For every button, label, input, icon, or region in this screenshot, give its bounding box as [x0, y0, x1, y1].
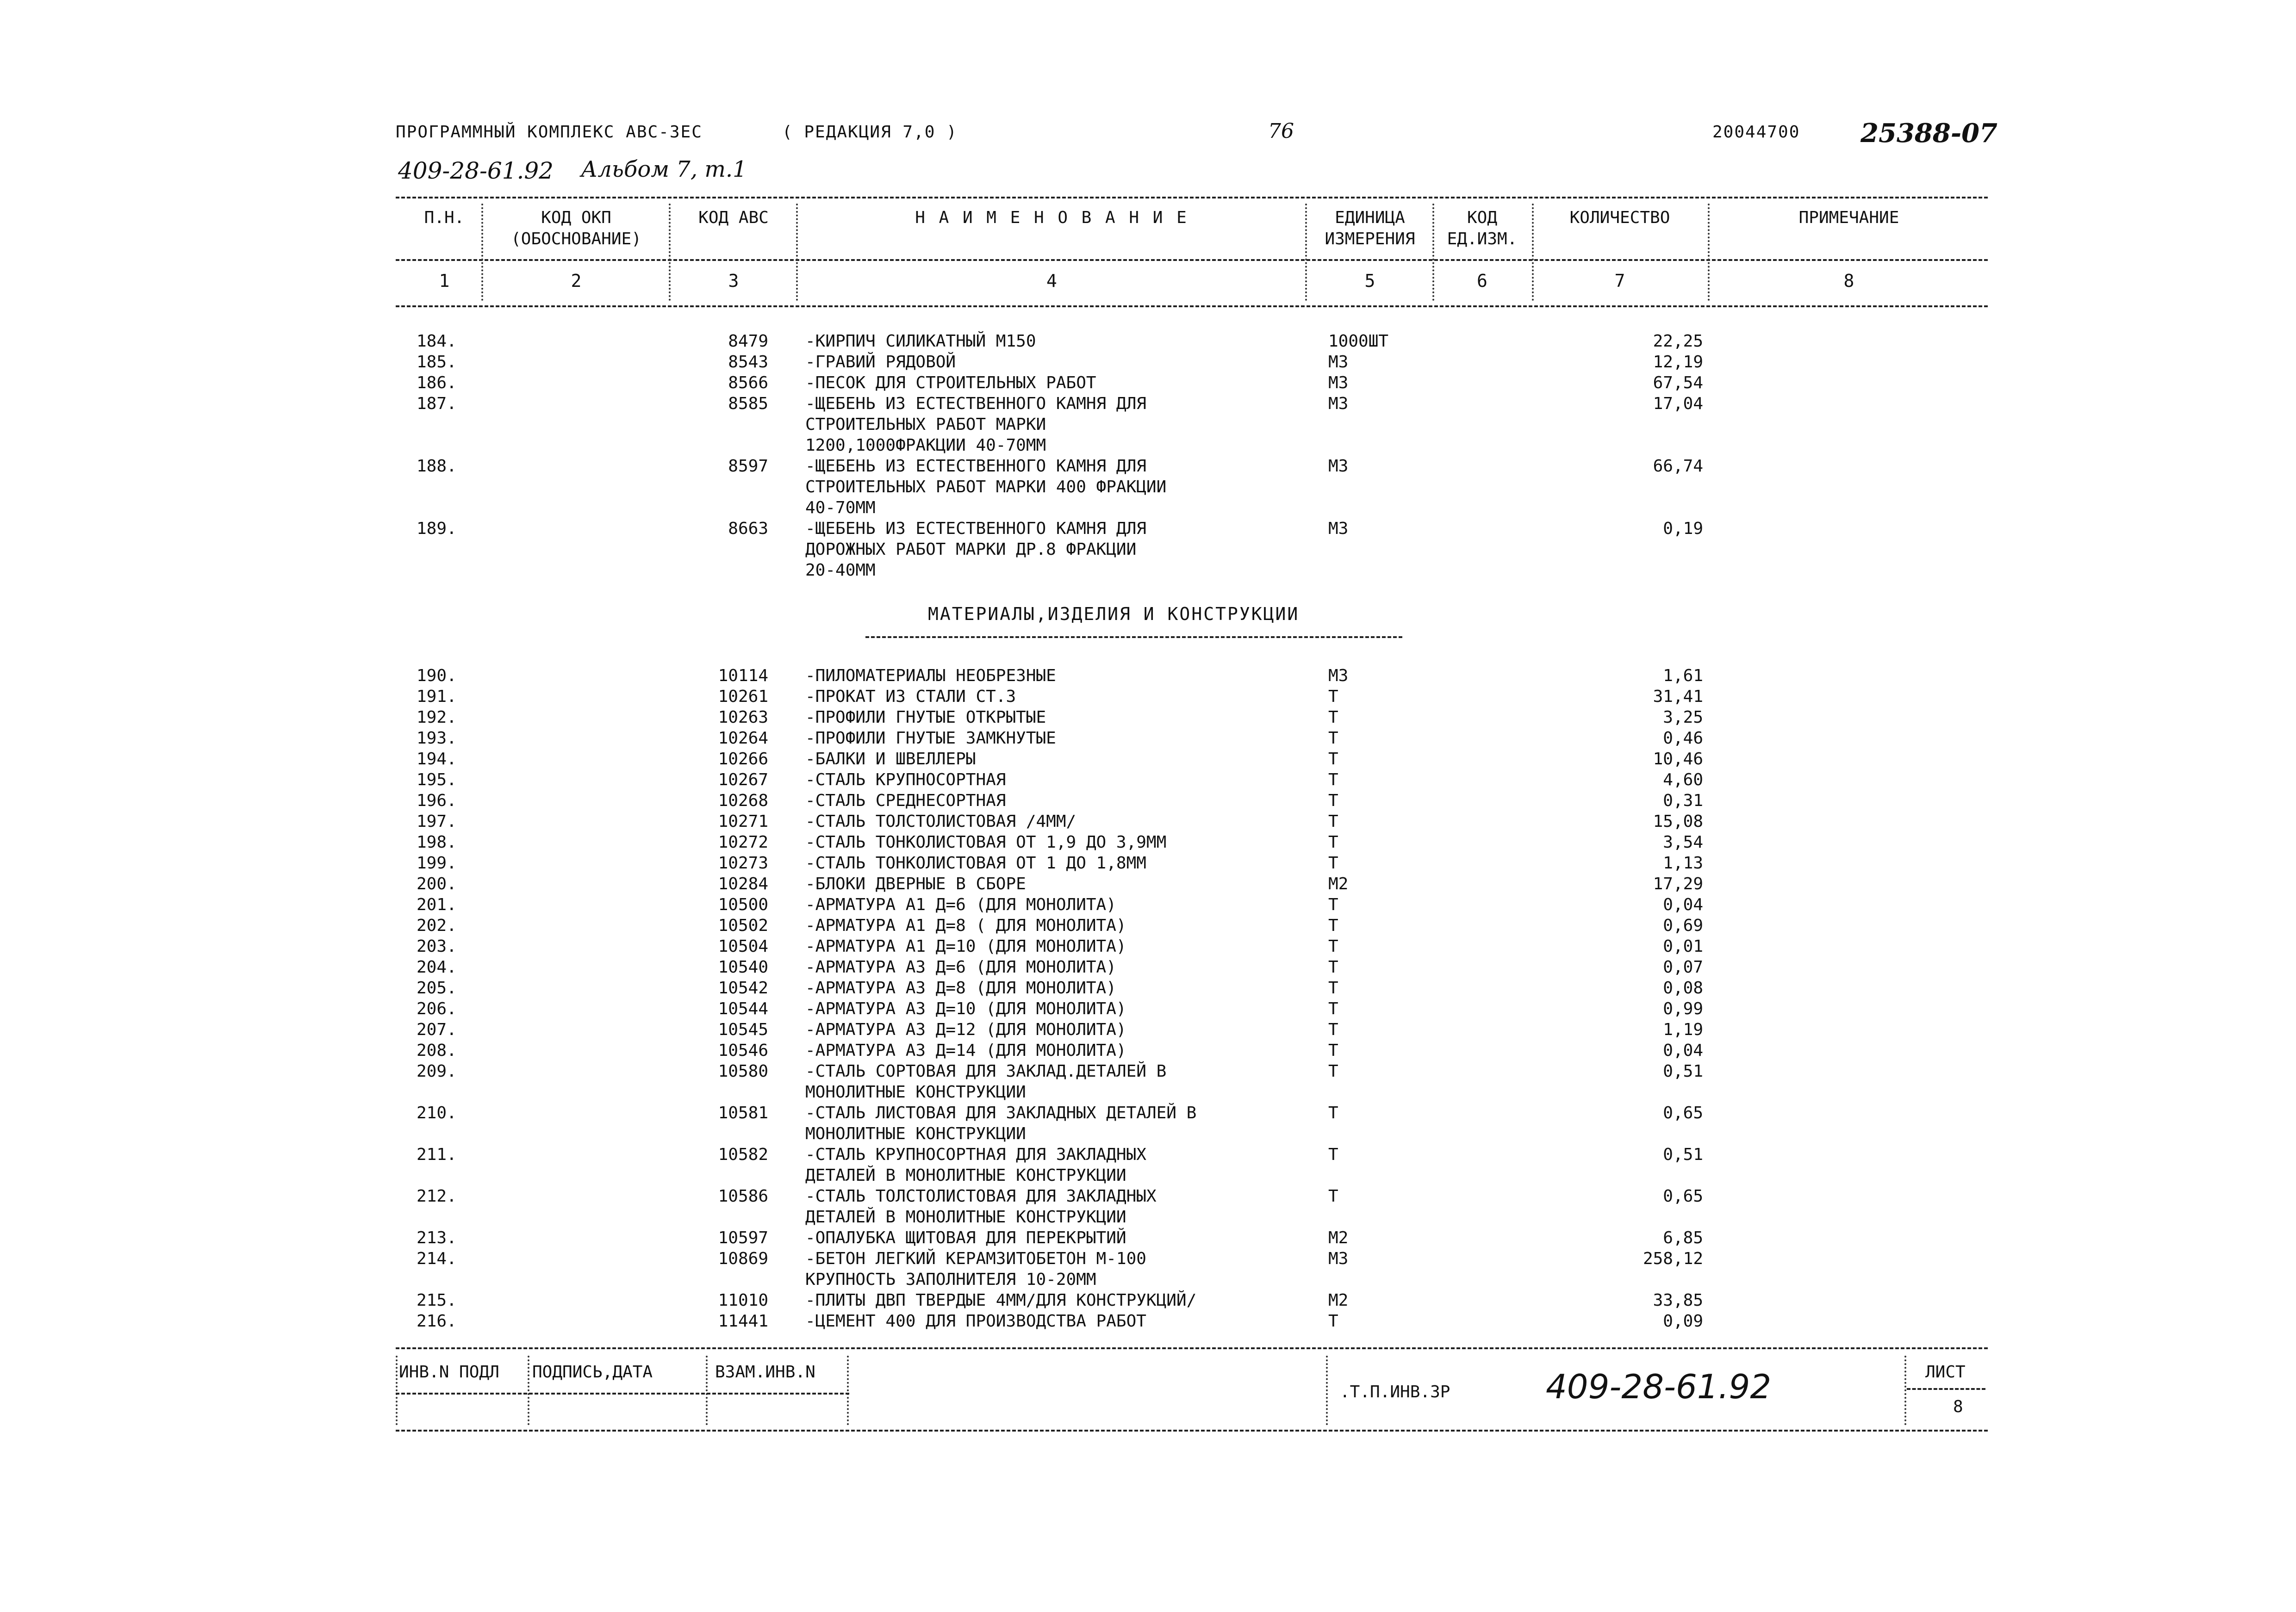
row-name: -ПРОФИЛИ ГНУТЫЕ ЗАМКНУТЫЕ	[805, 729, 1056, 748]
row-unit: Т	[1328, 833, 1338, 852]
row-code-avs: 10504	[718, 937, 768, 956]
sep-4	[1305, 204, 1307, 301]
row-code-avs: 10271	[718, 812, 768, 831]
row-name: -ГРАВИЙ РЯДОВОЙ	[805, 353, 956, 372]
row-code-avs: 8479	[728, 332, 768, 351]
footer-tp-label: .Т.П.ИНВ.ЗР	[1340, 1383, 1450, 1401]
footer-sep-3	[706, 1356, 708, 1425]
sep-3	[796, 204, 798, 301]
colnum-6: 6	[1477, 271, 1487, 291]
row-name: -АРМАТУРА А1 Д=8 ( ДЛЯ МОНОЛИТА)	[805, 916, 1126, 935]
row-number: 185.	[417, 353, 457, 372]
colnum-1: 1	[439, 271, 450, 291]
row-number: 194.	[417, 750, 457, 769]
handwritten-project-number: 409-28-61.92	[398, 157, 554, 184]
row-code-avs: 10581	[718, 1104, 768, 1122]
row-number: 211.	[417, 1145, 457, 1164]
row-unit: Т	[1328, 895, 1338, 914]
row-name: -ПРОКАТ ИЗ СТАЛИ СТ.3	[805, 687, 1016, 706]
row-name: -АРМАТУРА А1 Д=10 (ДЛЯ МОНОЛИТА)	[805, 937, 1126, 956]
row-unit: Т	[1328, 770, 1338, 789]
row-code-avs: 8585	[728, 394, 768, 413]
rule-header-bottom	[396, 259, 1988, 261]
colnum-7: 7	[1614, 271, 1625, 291]
row-name: -АРМАТУРА А3 Д=14 (ДЛЯ МОНОЛИТА)	[805, 1041, 1126, 1060]
row-name: -ЩЕБЕНЬ ИЗ ЕСТЕСТВЕННОГО КАМНЯ ДЛЯ ДОРОЖНЫХ РАБОТ МАРКИ ДР.8 ФРАКЦИИ 20-40ММ	[805, 519, 1146, 580]
footer-sep-6	[1904, 1356, 1906, 1425]
row-number: 188.	[417, 457, 457, 476]
row-code-avs: 10267	[718, 770, 768, 789]
row-code-avs: 10261	[718, 687, 768, 706]
row-number: 207.	[417, 1020, 457, 1039]
row-quantity: 17,29	[1653, 874, 1703, 893]
rule-footer-mid	[396, 1393, 849, 1395]
row-name: -СТАЛЬ СРЕДНЕСОРТНАЯ	[805, 791, 1006, 810]
row-unit: М2	[1328, 1291, 1349, 1310]
document-number: 25388-07	[1860, 118, 1997, 149]
row-unit: Т	[1328, 937, 1338, 956]
colnum-8: 8	[1843, 271, 1854, 291]
row-number: 213.	[417, 1228, 457, 1247]
row-name: -БЕТОН ЛЕГКИЙ КЕРАМЗИТОБЕТОН М-100 КРУПНОСТЬ ЗАПОЛНИТЕЛЯ 10-20ММ	[805, 1249, 1146, 1289]
row-unit: Т	[1328, 791, 1338, 810]
row-quantity: 17,04	[1653, 394, 1703, 413]
row-unit: Т	[1328, 999, 1338, 1018]
document-code: 20044700	[1712, 123, 1800, 142]
col-unitcode-line2: ЕД.ИЗМ.	[1447, 229, 1518, 248]
row-quantity: 3,25	[1663, 708, 1703, 727]
row-code-avs: 10284	[718, 874, 768, 893]
col-name: Н А И М Е Н О В А Н И Е	[915, 208, 1188, 227]
colnum-3: 3	[728, 271, 739, 291]
row-unit: Т	[1328, 1020, 1338, 1039]
row-unit: М2	[1328, 1228, 1349, 1247]
row-code-avs: 10263	[718, 708, 768, 727]
row-number: 215.	[417, 1291, 457, 1310]
row-unit: Т	[1328, 729, 1338, 748]
row-quantity: 6,85	[1663, 1228, 1703, 1247]
row-unit: М2	[1328, 874, 1349, 893]
rule-footer-sheet	[1907, 1388, 1985, 1390]
row-code-avs: 10114	[718, 666, 768, 685]
col-okp-line2: (ОБОСНОВАНИЕ)	[511, 229, 641, 248]
row-unit: Т	[1328, 1312, 1338, 1331]
row-number: 204.	[417, 958, 457, 977]
row-number: 209.	[417, 1062, 457, 1081]
row-code-avs: 8566	[728, 373, 768, 392]
row-unit: Т	[1328, 958, 1338, 977]
row-name: -ПЛИТЫ ДВП ТВЕРДЫЕ 4ММ/ДЛЯ КОНСТРУКЦИЙ/	[805, 1291, 1197, 1310]
row-code-avs: 10582	[718, 1145, 768, 1164]
page-number: 76	[1268, 119, 1294, 143]
row-unit: Т	[1328, 708, 1338, 727]
row-code-avs: 10264	[718, 729, 768, 748]
row-name: -СТАЛЬ ТОНКОЛИСТОВАЯ ОТ 1 ДО 1,8ММ	[805, 854, 1146, 873]
row-quantity: 0,65	[1663, 1104, 1703, 1122]
row-code-avs: 11441	[718, 1312, 768, 1331]
footer-sep-2	[528, 1356, 529, 1425]
row-quantity: 0,65	[1663, 1187, 1703, 1206]
row-code-avs: 8597	[728, 457, 768, 476]
row-quantity: 0,51	[1663, 1062, 1703, 1081]
section-underline	[865, 636, 1402, 638]
row-code-avs: 10580	[718, 1062, 768, 1081]
row-name: -СТАЛЬ ТОЛСТОЛИСТОВАЯ /4ММ/	[805, 812, 1076, 831]
row-name: -АРМАТУРА А3 Д=6 (ДЛЯ МОНОЛИТА)	[805, 958, 1116, 977]
footer-sep-4	[847, 1356, 849, 1425]
col-pn: П.Н.	[424, 208, 465, 227]
program-name: ПРОГРАММНЫЙ КОМПЛЕКС АВС-ЗЕС	[396, 123, 703, 142]
col-avs: КОД АВС	[698, 208, 769, 227]
row-number: 195.	[417, 770, 457, 789]
row-number: 212.	[417, 1187, 457, 1206]
section-title: МАТЕРИАЛЫ,ИЗДЕЛИЯ И КОНСТРУКЦИИ	[928, 604, 1300, 624]
rule-footer-top	[396, 1347, 1988, 1349]
row-unit: М3	[1328, 1249, 1349, 1268]
row-code-avs: 10268	[718, 791, 768, 810]
sep-5	[1432, 204, 1434, 301]
row-name: -СТАЛЬ КРУПНОСОРТНАЯ	[805, 770, 1006, 789]
row-number: 202.	[417, 916, 457, 935]
rule-colnum-bottom	[396, 305, 1988, 307]
row-unit: Т	[1328, 687, 1338, 706]
row-code-avs: 10542	[718, 979, 768, 998]
row-code-avs: 11010	[718, 1291, 768, 1310]
row-code-avs: 10544	[718, 999, 768, 1018]
row-quantity: 0,19	[1663, 519, 1703, 538]
row-name: -ПИЛОМАТЕРИАЛЫ НЕОБРЕЗНЫЕ	[805, 666, 1056, 685]
row-number: 200.	[417, 874, 457, 893]
footer-sep-1	[396, 1356, 398, 1425]
row-number: 189.	[417, 519, 457, 538]
row-unit: Т	[1328, 812, 1338, 831]
row-name: -ОПАЛУБКА ЩИТОВАЯ ДЛЯ ПЕРЕКРЫТИЙ	[805, 1228, 1126, 1247]
row-name: -СТАЛЬ ЛИСТОВАЯ ДЛЯ ЗАКЛАДНЫХ ДЕТАЛЕЙ В МОНОЛИТНЫЕ КОНСТРУКЦИИ	[805, 1104, 1197, 1143]
row-unit: М3	[1328, 666, 1349, 685]
sep-2	[669, 204, 671, 301]
row-unit: М3	[1328, 373, 1349, 392]
row-number: 210.	[417, 1104, 457, 1122]
sep-6	[1532, 204, 1534, 301]
row-unit: М3	[1328, 353, 1349, 372]
row-quantity: 0,46	[1663, 729, 1703, 748]
row-number: 208.	[417, 1041, 457, 1060]
row-name: -КИРПИЧ СИЛИКАТНЫЙ М150	[805, 332, 1036, 351]
row-quantity: 66,74	[1653, 457, 1703, 476]
row-unit: Т	[1328, 979, 1338, 998]
row-quantity: 1,61	[1663, 666, 1703, 685]
row-name: -ПРОФИЛИ ГНУТЫЕ ОТКРЫТЫЕ	[805, 708, 1046, 727]
row-code-avs: 10500	[718, 895, 768, 914]
row-number: 201.	[417, 895, 457, 914]
row-unit: М3	[1328, 457, 1349, 476]
row-unit: 1000ШТ	[1328, 332, 1389, 351]
row-quantity: 67,54	[1653, 373, 1703, 392]
row-quantity: 0,31	[1663, 791, 1703, 810]
footer-sep-5	[1326, 1356, 1328, 1425]
row-number: 197.	[417, 812, 457, 831]
footer-sheet-label: ЛИСТ	[1925, 1363, 1966, 1382]
row-unit: Т	[1328, 916, 1338, 935]
row-number: 198.	[417, 833, 457, 852]
row-name: -ЩЕБЕНЬ ИЗ ЕСТЕСТВЕННОГО КАМНЯ ДЛЯ СТРОИТЕЛЬНЫХ РАБОТ МАРКИ 400 ФРАКЦИИ 40-70ММ	[805, 457, 1167, 517]
row-code-avs: 8543	[728, 353, 768, 372]
row-number: 193.	[417, 729, 457, 748]
row-quantity: 22,25	[1653, 332, 1703, 351]
row-unit: Т	[1328, 1145, 1338, 1164]
row-name: -АРМАТУРА А3 Д=10 (ДЛЯ МОНОЛИТА)	[805, 999, 1126, 1018]
row-unit: Т	[1328, 1062, 1338, 1081]
row-quantity: 0,01	[1663, 937, 1703, 956]
colnum-5: 5	[1364, 271, 1375, 291]
row-number: 186.	[417, 373, 457, 392]
row-code-avs: 10546	[718, 1041, 768, 1060]
row-name: -БАЛКИ И ШВЕЛЛЕРЫ	[805, 750, 976, 769]
row-number: 214.	[417, 1249, 457, 1268]
row-code-avs: 8663	[728, 519, 768, 538]
row-quantity: 0,09	[1663, 1312, 1703, 1331]
row-code-avs: 10869	[718, 1249, 768, 1268]
row-code-avs: 10273	[718, 854, 768, 873]
row-number: 199.	[417, 854, 457, 873]
footer-sign-label: ПОДПИСЬ,ДАТА	[532, 1363, 653, 1382]
row-code-avs: 10545	[718, 1020, 768, 1039]
row-quantity: 0,07	[1663, 958, 1703, 977]
row-name: -АРМАТУРА А3 Д=8 (ДЛЯ МОНОЛИТА)	[805, 979, 1116, 998]
row-name: -СТАЛЬ СОРТОВАЯ ДЛЯ ЗАКЛАД.ДЕТАЛЕЙ В МОНОЛИТНЫЕ КОНСТРУКЦИИ	[805, 1062, 1167, 1102]
row-quantity: 0,69	[1663, 916, 1703, 935]
row-number: 196.	[417, 791, 457, 810]
col-okp-line1: КОД ОКП	[541, 208, 611, 227]
album-label: Альбом 7, т.1	[581, 156, 747, 182]
row-code-avs: 10266	[718, 750, 768, 769]
col-unitcode-line1: КОД	[1467, 208, 1498, 227]
row-unit: М3	[1328, 394, 1349, 413]
row-quantity: 4,60	[1663, 770, 1703, 789]
row-number: 203.	[417, 937, 457, 956]
row-quantity: 3,54	[1663, 833, 1703, 852]
row-number: 206.	[417, 999, 457, 1018]
row-quantity: 15,08	[1653, 812, 1703, 831]
edition: ( РЕДАКЦИЯ 7,0 )	[782, 123, 958, 142]
row-name: -ЦЕМЕНТ 400 ДЛЯ ПРОИЗВОДСТВА РАБОТ	[805, 1312, 1146, 1331]
row-number: 192.	[417, 708, 457, 727]
row-number: 191.	[417, 687, 457, 706]
row-name: -СТАЛЬ ТОЛСТОЛИСТОВАЯ ДЛЯ ЗАКЛАДНЫХ ДЕТАЛЕЙ В МОНОЛИТНЫЕ КОНСТРУКЦИИ	[805, 1187, 1157, 1227]
row-unit: Т	[1328, 1187, 1338, 1206]
rule-footer-bottom	[396, 1430, 1988, 1432]
row-number: 187.	[417, 394, 457, 413]
row-quantity: 10,46	[1653, 750, 1703, 769]
row-code-avs: 10540	[718, 958, 768, 977]
col-note: ПРИМЕЧАНИЕ	[1798, 208, 1899, 227]
row-number: 205.	[417, 979, 457, 998]
row-unit: Т	[1328, 854, 1338, 873]
row-number: 216.	[417, 1312, 457, 1331]
row-code-avs: 10586	[718, 1187, 768, 1206]
sep-7	[1708, 204, 1710, 301]
row-quantity: 1,19	[1663, 1020, 1703, 1039]
row-unit: Т	[1328, 1041, 1338, 1060]
rule-top	[396, 197, 1988, 198]
row-code-avs: 10272	[718, 833, 768, 852]
col-unit-line2: ИЗМЕРЕНИЯ	[1325, 229, 1415, 248]
row-unit: Т	[1328, 1104, 1338, 1122]
row-quantity: 0,04	[1663, 1041, 1703, 1060]
row-unit: М3	[1328, 519, 1349, 538]
row-quantity: 33,85	[1653, 1291, 1703, 1310]
row-number: 190.	[417, 666, 457, 685]
colnum-4: 4	[1046, 271, 1057, 291]
row-quantity: 0,08	[1663, 979, 1703, 998]
footer-vzam-label: ВЗАМ.ИНВ.N	[715, 1363, 815, 1382]
footer-sheet-number: 8	[1953, 1397, 1963, 1416]
row-name: -ЩЕБЕНЬ ИЗ ЕСТЕСТВЕННОГО КАМНЯ ДЛЯ СТРОИТЕЛЬНЫХ РАБОТ МАРКИ 1200,1000ФРАКЦИИ 40-70ММ	[805, 394, 1146, 455]
row-name: -АРМАТУРА А3 Д=12 (ДЛЯ МОНОЛИТА)	[805, 1020, 1126, 1039]
row-unit: Т	[1328, 750, 1338, 769]
row-code-avs: 10502	[718, 916, 768, 935]
footer-inv-label: ИНВ.N ПОДЛ	[399, 1363, 499, 1382]
row-code-avs: 10597	[718, 1228, 768, 1247]
row-name: -СТАЛЬ ТОНКОЛИСТОВАЯ ОТ 1,9 ДО 3,9ММ	[805, 833, 1167, 852]
row-name: -ПЕСОК ДЛЯ СТРОИТЕЛЬНЫХ РАБОТ	[805, 373, 1096, 392]
row-quantity: 258,12	[1643, 1249, 1703, 1268]
row-quantity: 0,51	[1663, 1145, 1703, 1164]
row-name: -БЛОКИ ДВЕРНЫЕ В СБОРЕ	[805, 874, 1026, 893]
row-quantity: 0,99	[1663, 999, 1703, 1018]
row-number: 184.	[417, 332, 457, 351]
row-quantity: 1,13	[1663, 854, 1703, 873]
sep-1	[481, 204, 483, 301]
footer-tp-value: 409-28-61.92	[1546, 1367, 1772, 1406]
col-unit-line1: ЕДИНИЦА	[1335, 208, 1405, 227]
col-qty: КОЛИЧЕСТВО	[1569, 208, 1670, 227]
row-quantity: 12,19	[1653, 353, 1703, 372]
row-name: -СТАЛЬ КРУПНОСОРТНАЯ ДЛЯ ЗАКЛАДНЫХ ДЕТАЛЕЙ В МОНОЛИТНЫЕ КОНСТРУКЦИИ	[805, 1145, 1146, 1185]
row-quantity: 0,04	[1663, 895, 1703, 914]
row-name: -АРМАТУРА А1 Д=6 (ДЛЯ МОНОЛИТА)	[805, 895, 1116, 914]
row-quantity: 31,41	[1653, 687, 1703, 706]
colnum-2: 2	[571, 271, 582, 291]
